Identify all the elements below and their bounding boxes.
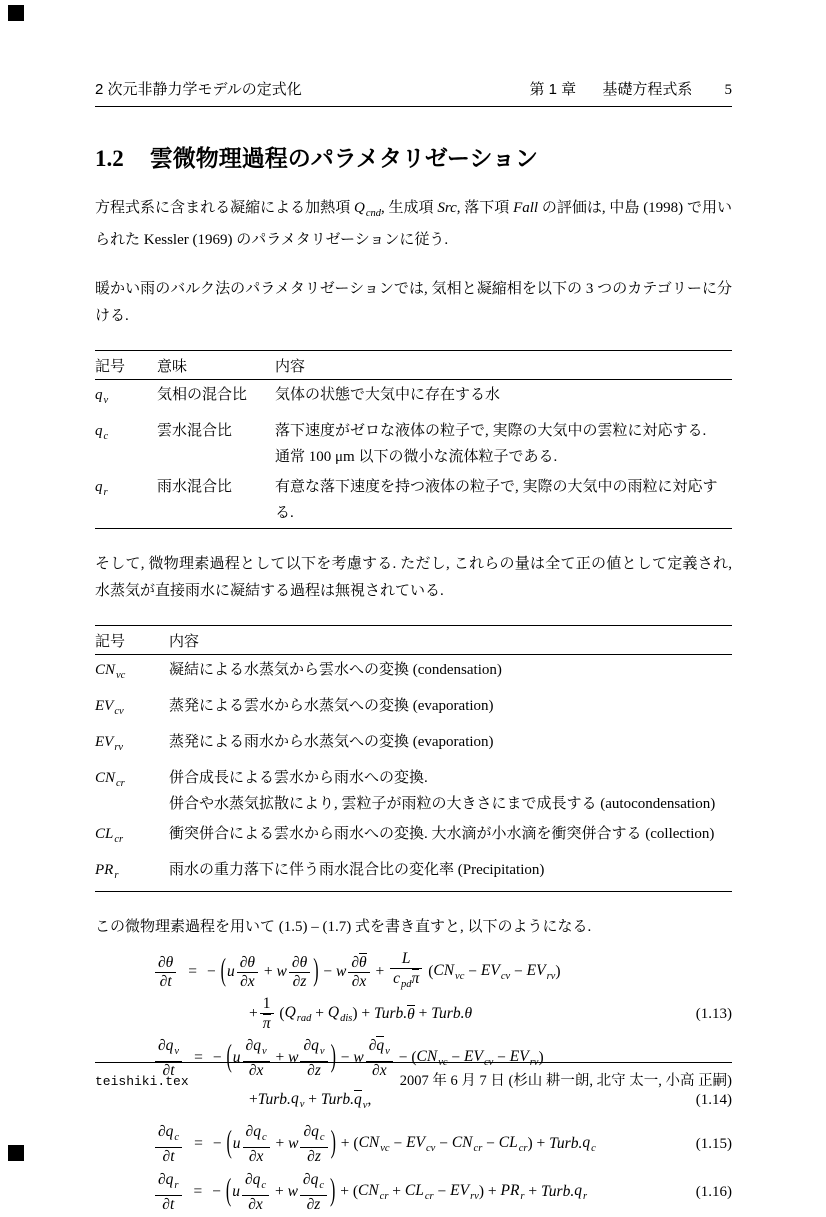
paragraph-categories: 暖かい雨のバルク法のパラメタリゼーションでは, 気相と凝縮相を以下の 3 つのカテゴリーに分ける.	[95, 281, 732, 324]
table-header-row	[95, 626, 732, 655]
equation	[95, 949, 732, 1033]
footer-filename: teishiki.tex	[95, 1074, 189, 1089]
corner-mark-bottom	[8, 1145, 24, 1161]
equation-number: (1.14)	[695, 1091, 732, 1108]
meaning-cell: 雨水混合比	[157, 479, 233, 495]
symbol-cell: $q_v$	[95, 387, 109, 406]
equation-line: + $\frac{1}{\pi}$ ( $Q_{rad}$ + $Q_{dis}$ ) + Turb. θ + Turb.θ (1.13)	[249, 995, 732, 1032]
column-header: 記号	[95, 351, 157, 380]
symbol-cell: $CN_{cr}$	[95, 770, 125, 789]
description-cell: 衝突併合による雲水から雨水への変換. 大水滴が小水滴を衝突併合する (collection)	[169, 826, 715, 842]
description-cell: 蒸発による雲水から水蒸気への変換 (evaporation)	[169, 698, 494, 714]
meaning-cell: 気相の混合比	[157, 387, 248, 403]
running-title: 2 次元非静力学モデルの定式化	[95, 81, 302, 98]
description-cell: 気体の状態で大気中に存在する水	[275, 387, 501, 403]
equation	[95, 1169, 732, 1215]
section-number: 1.2	[95, 146, 124, 171]
chapter-number: 第 1 章	[529, 81, 577, 98]
symbol-cell: $EV_{rv}$	[95, 734, 124, 753]
chapter-title: 基礎方程式系	[602, 81, 693, 98]
symbol-cell: $CN_{vc}$	[95, 662, 126, 681]
column-header: 意味	[157, 351, 275, 380]
equation-line: $\frac{\partial q_v}{\partial t}$ = − ( u $\frac{\partial q_v}{\partial x}$ + w $\frac{\partial q_v}{\partial z}$ ) − w $\frac{\partial q_v}{\partial x}$ − ( $CN_{vc}$ − $EV_{cv}$ − $EV_{rv}$ )	[95, 1035, 732, 1081]
description-cell: 雨水の重力落下に伴う雨水混合比の変化率 (Precipitation)	[169, 862, 545, 878]
equation-number: (1.15)	[695, 1135, 732, 1152]
column-header: 内容	[275, 351, 732, 380]
paragraph-processes: そして, 微物理素過程として以下を考慮する. ただし, これらの量は全て正の値として定義され, 水蒸気が直接雨水に凝結する過程は無視されている.	[95, 556, 732, 599]
equation-number: (1.16)	[695, 1183, 732, 1200]
description-cell: 落下速度がゼロな液体の粒子で, 実際の大気中の雲粒に対応する. 通常 100 μm 以下の微小な流体粒子である.	[275, 423, 707, 465]
table-row	[95, 763, 732, 819]
symbol-cell: $PR_r$	[95, 862, 119, 881]
symbol-cell: $CL_{cr}$	[95, 826, 124, 845]
meaning-cell: 雲水混合比	[157, 423, 233, 439]
table-row	[95, 691, 732, 727]
equation-number: (1.13)	[695, 1005, 732, 1022]
equation	[95, 1121, 732, 1167]
description-cell: 凝結による水蒸気から雲水への変換 (condensation)	[169, 662, 502, 678]
header-right	[529, 78, 732, 99]
table-header-row	[95, 351, 732, 380]
page-header	[95, 78, 732, 107]
corner-mark-top	[8, 5, 24, 21]
page-number: 5	[724, 82, 732, 98]
table-row	[95, 855, 732, 892]
section-title: 雲微物理過程のパラメタリゼーション	[149, 145, 538, 171]
paragraph-rewrite: この微物理素過程を用いて (1.5) – (1.7) 式を書き直すと, 以下のようになる.	[95, 919, 592, 935]
page-footer	[95, 1062, 732, 1090]
category-table	[95, 350, 732, 529]
table-row	[95, 380, 732, 417]
equation-line: $\frac{\partial q_r}{\partial t}$ = − ( u $\frac{\partial q_c}{\partial x}$ + w $\frac{\partial q_c}{\partial z}$ ) + ( $CN_{cr}$ + $CL_{cr}$ − $EV_{rv}$ ) + $PR_r$ + Turb. $q_r$ (1.16)	[95, 1169, 732, 1215]
table-row	[95, 727, 732, 763]
table-row	[95, 472, 732, 529]
table-row	[95, 819, 732, 855]
symbol-cell: $q_c$	[95, 423, 109, 442]
equation-line: + Turb. $q_v$ + Turb. $q_v$ , (1.14)	[249, 1090, 732, 1111]
paragraph-intro: 方程式系に含まれる凝縮による加熱項 $Q_{cnd}$, 生成項 Src, 落下項 Fall の評価は, 中島 (1998) で用いられた Kessler (1969) のパラメタリゼーションに従う.	[95, 200, 732, 248]
description-cell: 蒸発による雨水から水蒸気への変換 (evaporation)	[169, 734, 494, 750]
page-content	[95, 78, 732, 1217]
footer-date-authors: 2007 年 6 月 7 日 (杉山 耕一朗, 北守 太一, 小高 正嗣)	[399, 1073, 732, 1089]
column-header: 内容	[169, 626, 732, 655]
microphysics-table	[95, 625, 732, 892]
equation-line: $\frac{\partial\theta}{\partial t}$ = − ( u $\frac{\partial\theta}{\partial x}$ + w $\frac{\partial\theta}{\partial z}$ ) − w $\frac{\partial\theta}{\partial x}$ + $\frac{L}{c_{pd}\pi}$ ( $CN_{vc}$ − $EV_{cv}$ − $EV_{rv}$ )	[95, 949, 732, 995]
symbol-cell: $q_r$	[95, 479, 108, 498]
equation-line: $\frac{\partial q_c}{\partial t}$ = − ( u $\frac{\partial q_c}{\partial x}$ + w $\frac{\partial q_c}{\partial z}$ ) + ( $CN_{vc}$ − $EV_{cv}$ − $CN_{cr}$ − $CL_{cr}$ ) + Turb. $q_c$ (1.15)	[95, 1121, 732, 1167]
description-cell: 併合成長による雲水から雨水への変換. 併合や水蒸気拡散により, 雲粒子が雨粒の大きさにまで成長する (autocondensation)	[169, 770, 716, 812]
table-row	[95, 655, 732, 692]
table-row	[95, 416, 732, 472]
description-cell: 有意な落下速度を持つ液体の粒子で, 実際の大気中の雨粒に対応する.	[275, 479, 718, 521]
column-header: 記号	[95, 626, 169, 655]
section-heading	[95, 140, 732, 173]
symbol-cell: $EV_{cv}$	[95, 698, 124, 717]
